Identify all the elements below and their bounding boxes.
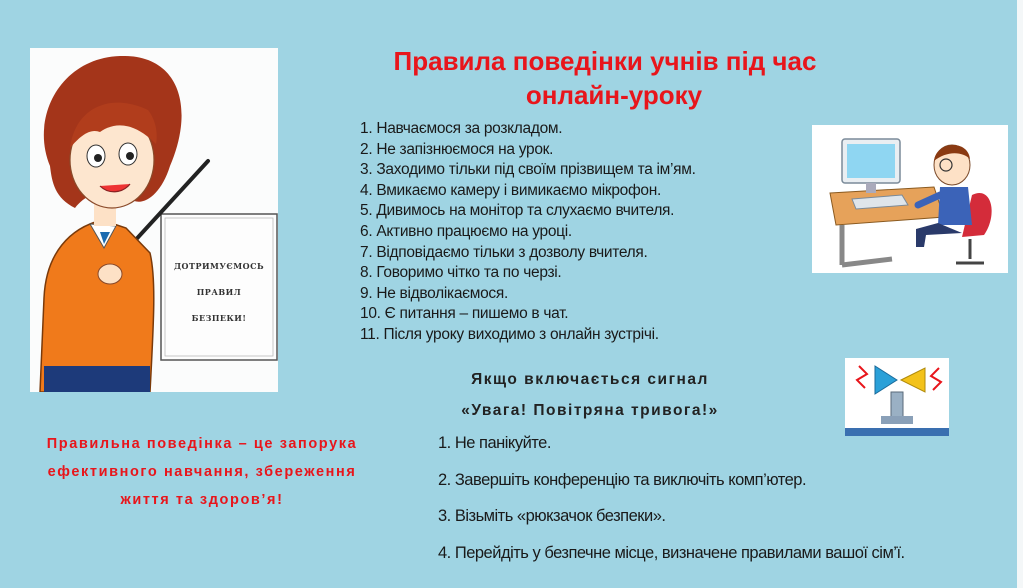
motto-line-1: Правильна поведінка – це запорука	[46, 436, 358, 452]
title-line-1: Правила поведінки учнів під час	[393, 46, 817, 76]
page-title	[300, 44, 910, 112]
teacher-illustration	[30, 48, 278, 392]
rule-item: 1. Навчаємося за розкладом.	[360, 120, 563, 137]
alarm-heading-1: Якщо включається сигнал	[471, 371, 709, 388]
sign-line-3: БЕЗПЕКИ!	[191, 313, 247, 323]
alarm-step-item: 3. Візьміть «рюкзачок безпеки».	[438, 507, 666, 525]
rule-item: 4. Вмикаємо камеру і вимикаємо мікрофон.	[360, 181, 662, 199]
boy-at-computer-icon	[812, 125, 1008, 273]
rule-item: 11. Після уроку виходимо з онлайн зустрічі.	[360, 325, 659, 343]
motto-line-3: життя та здоров’я!	[120, 492, 284, 508]
title-line-2: онлайн-уроку	[525, 80, 703, 110]
alarm-steps-list	[438, 425, 998, 571]
motto	[12, 430, 392, 514]
rule-item: 7. Відповідаємо тільки з дозволу вчителя.	[360, 243, 648, 261]
alarm-step-item: 2. Завершіть конференцію та виключіть комп’ютер.	[438, 470, 807, 489]
computer-illustration	[812, 125, 1008, 273]
rule-item: 5. Дивимось на монітор та слухаємо вчителя.	[360, 202, 675, 220]
rule-item: 3. Заходимо тільки під своїм прізвищем та ім’ям.	[360, 161, 696, 179]
rule-item: 6. Активно працюємо на уроці.	[360, 222, 572, 240]
sign-line-1: ДОТРИМУЄМОСЬ	[173, 261, 265, 271]
sign-line-2: ПРАВИЛ	[196, 287, 242, 297]
rule-item: 9. Не відволікаємося.	[360, 284, 508, 302]
rules-list	[360, 119, 800, 346]
sign-text	[161, 253, 277, 331]
rule-item: 10. Є питання – пишемо в чат.	[360, 305, 569, 323]
rule-item: 8. Говоримо чітко та по черзі.	[360, 264, 562, 282]
alarm-step-item: 1. Не панікуйте.	[438, 434, 551, 452]
teacher-icon	[30, 48, 278, 392]
rule-item: 2. Не запізнюємося на урок.	[360, 140, 554, 158]
alarm-heading-2: «Увага! Повітряна тривога!»	[461, 402, 719, 419]
alarm-step-item: 4. Перейдіть у безпечне місце, визначене правилами вашої сім’ї.	[438, 543, 905, 562]
motto-line-2: ефективного навчання, збереження	[47, 464, 357, 480]
